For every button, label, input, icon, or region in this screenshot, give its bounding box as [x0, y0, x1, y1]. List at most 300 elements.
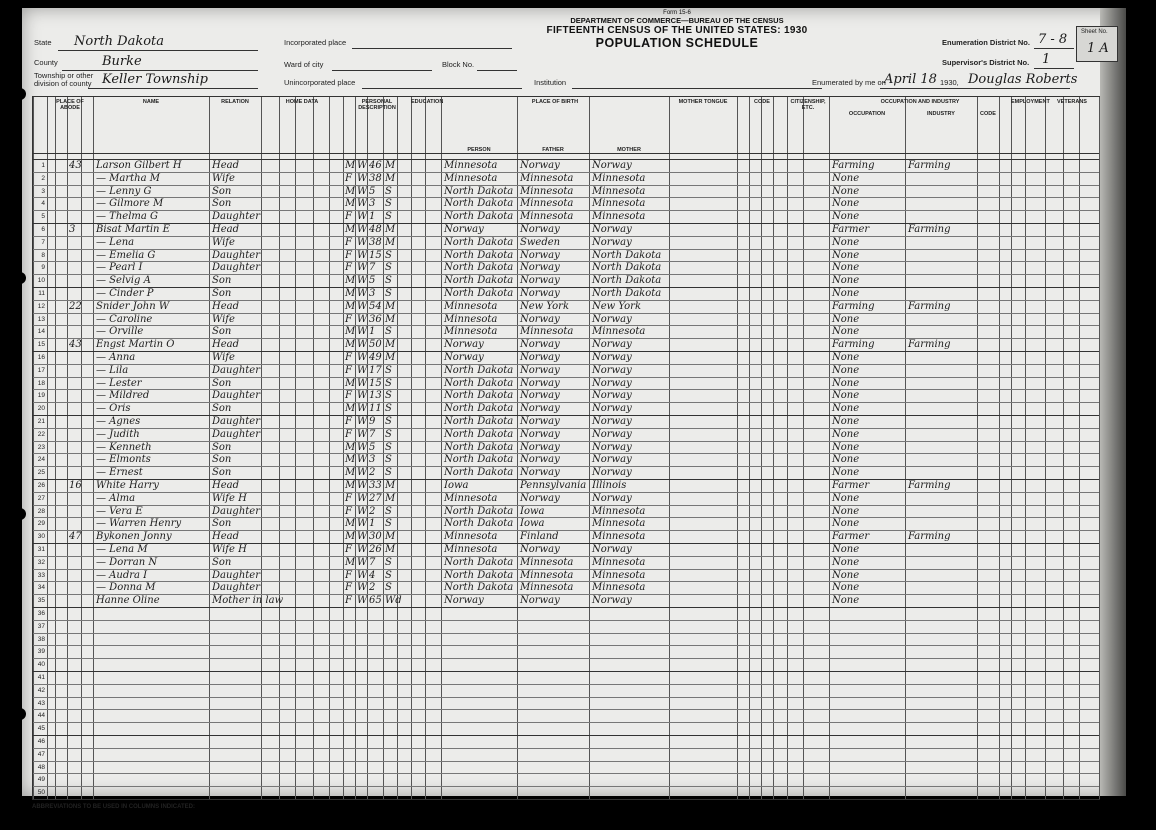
- column-group-header: RELATION: [221, 99, 249, 105]
- sex: M: [345, 518, 356, 530]
- race: W: [357, 518, 368, 530]
- birthplace-father: Norway: [520, 416, 560, 427]
- marital-status: S: [385, 390, 392, 402]
- race: W: [357, 377, 368, 389]
- relation: Head: [212, 160, 240, 171]
- relation: Son: [212, 288, 232, 299]
- birthplace-mother: Norway: [592, 428, 632, 440]
- birthplace-mother: New York: [592, 300, 641, 312]
- sex: F: [345, 428, 352, 440]
- relation: Son: [212, 326, 232, 338]
- industry: Farming: [908, 531, 951, 543]
- person-name: — Kenneth: [96, 441, 152, 453]
- line-number: 26: [37, 482, 45, 489]
- birthplace-mother: North Dakota: [592, 262, 662, 274]
- birthplace-father: Sweden: [520, 236, 561, 248]
- relation: Son: [212, 441, 232, 453]
- line-number: 24: [37, 456, 45, 464]
- age: 2: [369, 505, 376, 517]
- relation: Head: [212, 300, 240, 312]
- birthplace-mother: Norway: [592, 313, 632, 325]
- birthplace-mother: Norway: [592, 224, 632, 235]
- marital-status: M: [385, 352, 396, 363]
- race: W: [357, 454, 368, 466]
- person-name: — Judith: [96, 428, 140, 440]
- birthplace-father: Norway: [520, 249, 560, 261]
- birthplace-father: Norway: [520, 224, 560, 235]
- relation: Son: [212, 185, 232, 197]
- column-group-header: HOME DATA: [285, 99, 319, 105]
- age: 3: [369, 288, 376, 299]
- occupation: None: [832, 403, 860, 415]
- sex: F: [345, 595, 352, 607]
- sex: F: [345, 390, 352, 402]
- birthplace-person: Minnesota: [444, 326, 498, 338]
- birthplace-father: Norway: [520, 262, 560, 274]
- age: 1: [369, 326, 376, 338]
- marital-status: M: [385, 480, 396, 491]
- marital-status: M: [385, 224, 396, 235]
- sex: F: [345, 352, 352, 363]
- occupation: None: [832, 467, 860, 479]
- birthplace-mother: Minnesota: [592, 211, 646, 223]
- birthplace-mother: Norway: [592, 467, 632, 479]
- age: 3: [369, 198, 376, 210]
- birthplace-father: Iowa: [520, 518, 545, 530]
- birthplace-father: Norway: [520, 403, 560, 415]
- department-title: DEPARTMENT OF COMMERCE—BUREAU OF THE CENSUS: [570, 16, 784, 25]
- birthplace-mother: Norway: [592, 454, 632, 466]
- column-group-header: MOTHER TONGUE: [678, 99, 728, 105]
- race: W: [357, 595, 368, 607]
- race: W: [357, 326, 368, 338]
- line-number: 10: [37, 277, 45, 285]
- line-number: 21: [37, 418, 45, 425]
- age: 17: [369, 364, 382, 376]
- line-number: 15: [37, 341, 45, 349]
- race: W: [357, 262, 368, 274]
- person-name: — Ernest: [96, 467, 143, 479]
- sex: M: [345, 275, 356, 287]
- age: 13: [369, 390, 382, 402]
- dwelling-number: 43: [69, 339, 82, 351]
- sex: M: [345, 377, 356, 389]
- enum-district-value: 7 - 8: [1038, 32, 1068, 47]
- line-number: 18: [37, 379, 45, 387]
- birthplace-mother: Norway: [592, 339, 632, 351]
- occupation: Farming: [832, 160, 875, 171]
- person-name: — Lena: [96, 236, 135, 248]
- sex: M: [345, 480, 356, 491]
- age: 2: [369, 467, 376, 479]
- occupation: None: [832, 198, 860, 210]
- column-group-header: CODE: [754, 99, 770, 105]
- industry: Farming: [908, 160, 951, 171]
- age: 5: [369, 185, 376, 197]
- birthplace-person: North Dakota: [444, 377, 514, 389]
- institution-label: Institution: [534, 78, 567, 87]
- occupation: None: [832, 441, 860, 453]
- age: 27: [369, 492, 382, 504]
- birthplace-mother: Minnesota: [592, 185, 646, 197]
- relation: Wife H: [212, 544, 247, 555]
- birthplace-mother: North Dakota: [592, 288, 662, 299]
- marital-status: S: [385, 556, 392, 568]
- page-edge: [1100, 8, 1126, 796]
- age: 46: [369, 160, 382, 171]
- line-number: 41: [37, 674, 45, 681]
- column-group-header: EDUCATION: [411, 99, 444, 105]
- birthplace-father: Minnesota: [520, 556, 574, 568]
- birthplace-person: North Dakota: [444, 288, 514, 299]
- race: W: [357, 531, 368, 543]
- county-label: County: [34, 58, 58, 67]
- sex: M: [345, 300, 356, 312]
- age: 5: [369, 441, 376, 453]
- age: 30: [369, 531, 382, 543]
- race: W: [357, 364, 368, 376]
- race: W: [357, 467, 368, 479]
- sex: M: [345, 531, 356, 543]
- birthplace-person: North Dakota: [444, 416, 514, 427]
- person-name: — Thelma G: [96, 211, 159, 223]
- race: W: [357, 313, 368, 325]
- line-number: 16: [37, 354, 45, 361]
- birthplace-person: North Dakota: [444, 467, 514, 479]
- relation: Son: [212, 454, 232, 466]
- race: W: [357, 172, 368, 184]
- line-number: 6: [41, 226, 45, 233]
- birthplace-person: North Dakota: [444, 262, 514, 274]
- birthplace-mother: Minnesota: [592, 531, 646, 543]
- birthplace-father: Minnesota: [520, 582, 574, 594]
- person-name: White Harry: [96, 480, 159, 491]
- sex: F: [345, 505, 352, 517]
- birthplace-mother: Norway: [592, 544, 632, 555]
- birthplace-father: Norway: [520, 492, 560, 504]
- age: 54: [369, 300, 382, 312]
- birthplace-person: Minnesota: [444, 544, 498, 555]
- relation: Daughter: [212, 428, 260, 440]
- marital-status: S: [385, 505, 392, 517]
- birthplace-father: Norway: [520, 275, 560, 287]
- relation: Head: [212, 480, 240, 491]
- marital-status: S: [385, 185, 392, 197]
- birthplace-person: North Dakota: [444, 582, 514, 594]
- relation: Mother in law: [212, 595, 284, 607]
- birthplace-mother: Norway: [592, 236, 632, 248]
- enumerator-name: Douglas Roberts: [968, 72, 1078, 87]
- enum-district-label: Enumeration District No.: [942, 38, 1030, 47]
- relation: Head: [212, 224, 240, 235]
- birthplace-person: North Dakota: [444, 185, 514, 197]
- unincorporated-label: Unincorporated place: [284, 78, 356, 87]
- industry: Farming: [908, 339, 951, 351]
- age: 1: [369, 518, 376, 530]
- person-name: — Lester: [96, 377, 142, 389]
- birthplace-person: North Dakota: [444, 390, 514, 402]
- sex: M: [345, 224, 356, 235]
- person-name: — Oris: [96, 403, 131, 415]
- birthplace-mother: Minnesota: [592, 582, 646, 594]
- line-number: 49: [37, 776, 45, 784]
- marital-status: S: [385, 198, 392, 210]
- birthplace-father: Minnesota: [520, 172, 574, 184]
- line-number: 7: [41, 238, 45, 246]
- sex: M: [345, 556, 356, 568]
- birthplace-father: Norway: [520, 390, 560, 402]
- age: 38: [369, 172, 382, 184]
- race: W: [357, 275, 368, 287]
- age: 33: [369, 480, 382, 491]
- line-number: 3: [41, 187, 45, 195]
- birthplace-father: Finland: [520, 531, 559, 543]
- occupation: None: [832, 236, 860, 248]
- age: 2: [369, 582, 376, 594]
- title-block: [512, 10, 842, 50]
- birthplace-person: North Dakota: [444, 211, 514, 223]
- industry: Farming: [908, 300, 951, 312]
- marital-status: S: [385, 364, 392, 376]
- relation: Son: [212, 198, 232, 210]
- line-number: 36: [37, 610, 45, 617]
- line-number: 23: [37, 443, 45, 451]
- sex: M: [345, 185, 356, 197]
- punch-hole: [14, 272, 26, 284]
- line-number: 35: [37, 597, 45, 605]
- marital-status: S: [385, 211, 392, 223]
- age: 7: [369, 556, 376, 568]
- line-number: 42: [37, 686, 45, 694]
- relation: Daughter: [212, 569, 260, 581]
- birthplace-mother: North Dakota: [592, 275, 662, 287]
- line-number: 30: [37, 533, 45, 541]
- person-name: — Vera E: [96, 505, 143, 517]
- marital-status: S: [385, 377, 392, 389]
- line-number: 11: [38, 290, 45, 297]
- age: 11: [369, 403, 382, 415]
- ward-label: Ward of city: [284, 60, 324, 69]
- line-number: 44: [37, 712, 45, 720]
- line-number: 22: [37, 430, 45, 438]
- race: W: [357, 582, 368, 594]
- birthplace-father: Pennsylvania: [520, 480, 587, 491]
- person-name: — Emelia G: [96, 249, 156, 261]
- person-name: — Warren Henry: [96, 518, 182, 530]
- person-name: — Dorran N: [96, 556, 158, 568]
- line-number: 34: [37, 584, 45, 592]
- birthplace-person: North Dakota: [444, 428, 514, 440]
- occupation-subheader: INDUSTRY: [927, 111, 955, 117]
- sex: F: [345, 211, 352, 223]
- column-group-header: OCCUPATION AND INDUSTRY: [880, 99, 960, 105]
- occupation: Farmer: [832, 531, 870, 543]
- line-number: 2: [41, 174, 45, 182]
- age: 4: [369, 569, 376, 581]
- relation: Son: [212, 556, 232, 568]
- occupation-subheader: OCCUPATION: [848, 111, 886, 117]
- birthplace-father: Norway: [520, 352, 560, 363]
- industry: Farming: [908, 224, 951, 235]
- marital-status: S: [385, 467, 392, 479]
- person-name: Bykonen Jonny: [96, 531, 172, 543]
- punch-hole: [14, 508, 26, 520]
- person-name: — Pearl I: [96, 262, 143, 274]
- column-group-header: PLACE OF ABODE: [56, 99, 84, 111]
- person-name: — Selvig A: [96, 275, 151, 287]
- occupation: None: [832, 352, 860, 363]
- relation: Daughter: [212, 505, 260, 517]
- line-number: 32: [37, 558, 45, 566]
- marital-status: S: [385, 416, 392, 427]
- race: W: [357, 236, 368, 248]
- line-number: 50: [37, 789, 45, 797]
- age: 7: [369, 428, 376, 440]
- age: 48: [369, 224, 382, 235]
- dwelling-number: 22: [69, 300, 82, 312]
- supervisor-district-value: 1: [1042, 52, 1051, 67]
- age: 15: [369, 249, 382, 261]
- line-number: 40: [37, 661, 45, 669]
- person-name: Engst Martin O: [96, 339, 175, 351]
- line-number: 20: [37, 405, 45, 413]
- relation: Daughter: [212, 416, 260, 427]
- occupation: None: [832, 428, 860, 440]
- relation: Daughter: [212, 262, 260, 274]
- sex: F: [345, 492, 352, 504]
- race: W: [357, 211, 368, 223]
- birthplace-father: Norway: [520, 595, 560, 607]
- race: W: [357, 569, 368, 581]
- race: W: [357, 185, 368, 197]
- occupation: Farmer: [832, 224, 870, 235]
- birthplace-person: North Dakota: [444, 441, 514, 453]
- birthplace-person: Iowa: [444, 480, 469, 491]
- birthplace-mother: Norway: [592, 352, 632, 363]
- birthplace-person: North Dakota: [444, 249, 514, 261]
- person-name: Bisat Martin E: [96, 224, 170, 235]
- marital-status: Wd: [385, 595, 402, 607]
- birthplace-mother: Minnesota: [592, 569, 646, 581]
- abbreviations-footer: ABBREVIATIONS TO BE USED IN COLUMNS INDICATED:: [32, 804, 196, 810]
- sheet-number-box: [1076, 26, 1118, 62]
- birthplace-mother: Minnesota: [592, 198, 646, 210]
- marital-status: S: [385, 275, 392, 287]
- form-number: Form 15-6: [663, 10, 691, 16]
- relation: Wife: [212, 352, 235, 363]
- birthplace-mother: North Dakota: [592, 249, 662, 261]
- birthplace-person: North Dakota: [444, 556, 514, 568]
- line-number: 29: [37, 520, 45, 528]
- race: W: [357, 390, 368, 402]
- line-number: 17: [37, 366, 45, 374]
- sex: M: [345, 198, 356, 210]
- relation: Daughter: [212, 582, 260, 594]
- age: 38: [369, 236, 382, 248]
- marital-status: M: [385, 172, 396, 184]
- birth-subheader: FATHER: [542, 147, 564, 153]
- birthplace-father: Norway: [520, 428, 560, 440]
- birthplace-mother: Minnesota: [592, 172, 646, 184]
- race: W: [357, 198, 368, 210]
- enumerated-year: 1930,: [940, 78, 959, 87]
- sex: M: [345, 326, 356, 338]
- birthplace-mother: Illinois: [592, 480, 627, 491]
- relation: Head: [212, 531, 240, 543]
- column-group-header: EMPLOYMENT: [1011, 99, 1050, 105]
- occupation: None: [832, 313, 860, 325]
- birth-subheader: MOTHER: [617, 147, 641, 153]
- column-group-header: PERSONAL DESCRIPTION: [358, 99, 396, 111]
- relation: Daughter: [212, 390, 260, 402]
- sex: M: [345, 467, 356, 479]
- sex: F: [345, 364, 352, 376]
- line-number: 31: [37, 546, 45, 553]
- birthplace-person: Minnesota: [444, 160, 498, 171]
- column-group-header: PLACE OF BIRTH: [531, 99, 579, 105]
- column-group-header: VETERANS: [1057, 99, 1087, 105]
- birthplace-mother: Minnesota: [592, 556, 646, 568]
- birthplace-father: Norway: [520, 467, 560, 479]
- birthplace-father: Norway: [520, 288, 560, 299]
- age: 36: [369, 313, 382, 325]
- occupation: None: [832, 262, 860, 274]
- dwelling-number: 43: [69, 160, 82, 171]
- birthplace-father: Norway: [520, 364, 560, 376]
- birthplace-person: Norway: [444, 339, 484, 351]
- race: W: [357, 428, 368, 440]
- occupation: None: [832, 544, 860, 555]
- birthplace-person: Minnesota: [444, 492, 498, 504]
- birthplace-father: Norway: [520, 377, 560, 389]
- birthplace-person: North Dakota: [444, 505, 514, 517]
- sheet-no-value: 1 A: [1087, 41, 1109, 56]
- state-label: State: [34, 38, 52, 47]
- birthplace-person: North Dakota: [444, 454, 514, 466]
- marital-status: S: [385, 582, 392, 594]
- occupation: Farmer: [832, 480, 870, 491]
- marital-status: M: [385, 531, 396, 543]
- line-number: 45: [37, 725, 45, 733]
- birthplace-person: Minnesota: [444, 313, 498, 325]
- birthplace-father: Minnesota: [520, 185, 574, 197]
- person-name: — Mildred: [96, 390, 150, 402]
- sex: M: [345, 454, 356, 466]
- marital-status: S: [385, 428, 392, 440]
- line-number: 25: [37, 469, 45, 477]
- race: W: [357, 352, 368, 363]
- line-number: 43: [37, 699, 45, 707]
- birthplace-father: Norway: [520, 339, 560, 351]
- occupation: None: [832, 569, 860, 581]
- race: W: [357, 160, 368, 171]
- line-number: 47: [37, 750, 45, 758]
- relation: Wife H: [212, 492, 247, 504]
- line-number: 9: [41, 264, 45, 272]
- age: 50: [369, 339, 382, 351]
- line-number: 4: [41, 200, 45, 208]
- birthplace-father: Norway: [520, 544, 560, 555]
- person-name: — Gilmore M: [96, 198, 164, 210]
- birthplace-father: Minnesota: [520, 198, 574, 210]
- occupation: None: [832, 556, 860, 568]
- sex: M: [345, 160, 356, 171]
- race: W: [357, 480, 368, 491]
- person-name: — Audra I: [96, 569, 148, 581]
- dwelling-number: 47: [69, 531, 82, 543]
- relation: Son: [212, 377, 232, 389]
- line-number: 46: [37, 738, 45, 745]
